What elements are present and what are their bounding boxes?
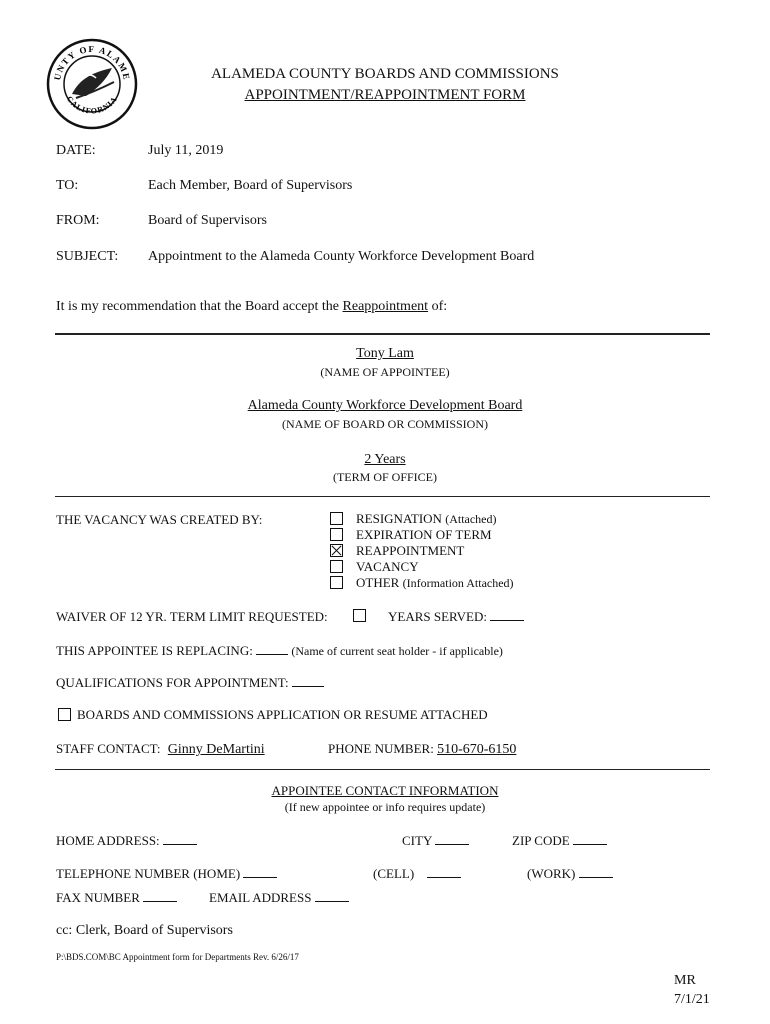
form-subtitle: APPOINTMENT/REAPPOINTMENT FORM [244,87,526,103]
svg-text:CALIFORNIA: CALIFORNIA [64,94,120,116]
recommendation-suffix: of: [431,299,448,314]
signed-date: 7/1/21 [674,992,710,1007]
work-row [527,866,613,882]
city-row [402,833,469,849]
contact-title: APPOINTEE CONTACT INFORMATION [271,783,499,798]
phone-row [328,741,516,758]
vacancy-option [356,575,514,591]
subject-label: SUBJECT: [56,249,119,264]
appointee-name-caption: (NAME OF APPOINTEE) [320,365,450,379]
expiration-checkbox[interactable] [330,528,343,541]
svg-text:COUNTY OF ALAMEDA: UNTY OF ALAME [52,43,132,82]
vacancy-option: REAPPOINTMENT [356,543,465,558]
qualifications-label: QUALIFICATIONS FOR APPOINTMENT: [56,675,289,690]
form-title: ALAMEDA COUNTY BOARDS AND COMMISSIONS [211,66,559,82]
email-label: EMAIL ADDRESS [209,890,312,905]
email-field[interactable] [315,891,349,902]
to-label: TO: [56,178,79,193]
years-served-field[interactable] [490,610,524,621]
fax-field[interactable] [143,891,177,902]
years-served [388,609,524,625]
zip-label: ZIP CODE [512,833,570,848]
email-row [209,890,349,906]
phone-number: 510-670-6150 [437,742,517,757]
work-field[interactable] [579,867,613,878]
telephone-field[interactable] [243,867,277,878]
cc-line: cc: Clerk, Board of Supervisors [56,923,233,938]
replacing-row [56,643,503,659]
staff-contact-name: Ginny DeMartini [167,742,265,757]
term-of-office: 2 Years [364,452,406,467]
option-label: RESIGNATION [356,511,442,526]
vacancy-option [356,511,497,527]
footer-path: P:\BDS.COM\BC Appointment form for Departments Rev. 6/26/17 [56,952,299,962]
zip-row [512,833,607,849]
contact-subtitle: (If new appointee or info requires update) [284,800,486,814]
initials: MR [674,973,696,988]
replacing-label: THIS APPOINTEE IS REPLACING: [56,643,253,658]
date-value: July 11, 2019 [148,143,224,158]
divider [55,769,710,770]
application-label: BOARDS AND COMMISSIONS APPLICATION OR RESUME ATTACHED [77,707,488,722]
divider [55,333,710,335]
work-label: (WORK) [527,866,576,881]
option-note: (Attached) [445,512,497,526]
staff-contact-row [56,741,265,758]
city-field[interactable] [435,834,469,845]
resignation-checkbox[interactable] [330,512,343,525]
cell-row [373,866,461,882]
vacancy-option: VACANCY [356,559,419,574]
divider [55,496,710,497]
subject-value: Appointment to the Alameda County Workforce Development Board [148,249,535,264]
reappointment-checkbox[interactable] [330,544,343,557]
telephone-row [56,866,277,882]
qualifications-row [56,675,324,691]
application-checkbox[interactable] [58,708,71,721]
phone-label: PHONE NUMBER: [328,741,434,756]
board-name-caption: (NAME OF BOARD OR COMMISSION) [281,417,489,431]
other-checkbox[interactable] [330,576,343,589]
home-address-row [56,833,197,849]
appointee-name: Tony Lam [356,346,414,361]
recommendation-prefix: It is my recommendation that the Board accept the [56,299,340,314]
to-value: Each Member, Board of Supervisors [148,178,353,193]
from-value: Board of Supervisors [148,213,267,228]
date-label: DATE: [56,143,96,158]
city-label: CITY [402,833,432,848]
vacancy-checkbox[interactable] [330,560,343,573]
years-served-label: YEARS SERVED: [388,609,487,624]
home-address-field[interactable] [163,834,197,845]
qualifications-field[interactable] [292,676,324,687]
cell-label: (CELL) [373,866,415,881]
vacancy-option: EXPIRATION OF TERM [356,527,492,542]
replacing-field[interactable] [256,644,288,655]
board-name: Alameda County Workforce Development Board [247,398,523,413]
cell-field[interactable] [427,867,461,878]
zip-field[interactable] [573,834,607,845]
recommendation-text [56,299,447,315]
option-label: OTHER [356,575,400,590]
recommendation-action: Reappointment [342,299,429,314]
option-note: (Information Attached) [402,576,514,590]
replacing-note: (Name of current seat holder - if applicable) [291,644,503,658]
waiver-label: WAIVER OF 12 YR. TERM LIMIT REQUESTED: [56,609,328,624]
vacancy-label: THE VACANCY WAS CREATED BY: [56,512,263,527]
from-label: FROM: [56,213,100,228]
telephone-label: TELEPHONE NUMBER (HOME) [56,866,241,881]
fax-row [56,890,177,906]
staff-contact-label: STAFF CONTACT: [56,741,161,756]
county-seal [46,38,138,130]
home-address-label: HOME ADDRESS: [56,833,160,848]
term-caption: (TERM OF OFFICE) [332,470,437,484]
waiver-checkbox[interactable] [353,609,366,622]
fax-label: FAX NUMBER [56,890,140,905]
